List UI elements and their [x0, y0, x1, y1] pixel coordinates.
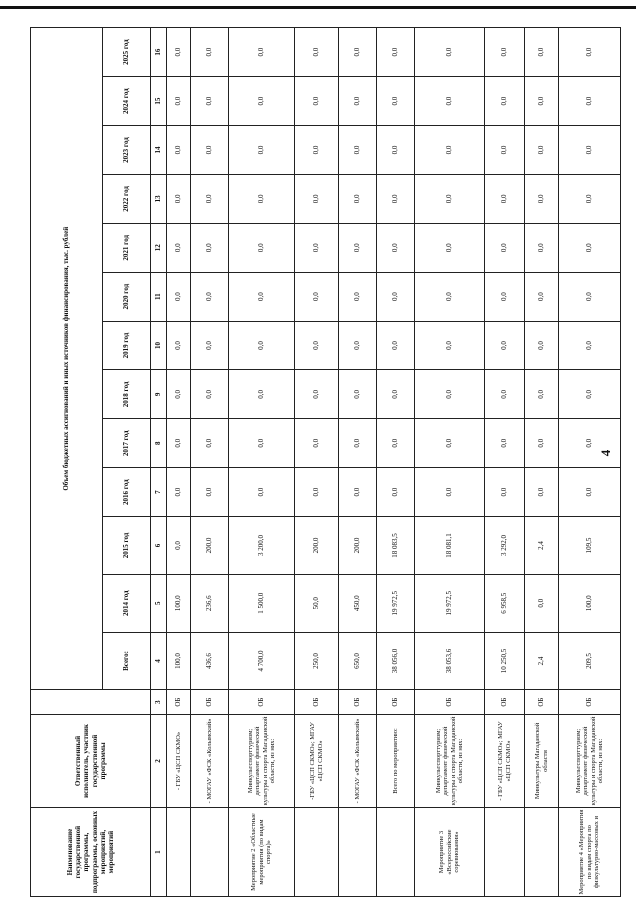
- row-executor: - ГБУ «ЦСП СКМО»; МГАУ «ЦСП СКМО»: [485, 714, 525, 807]
- row-source: ОБ: [295, 690, 339, 714]
- table-row: [339, 28, 377, 897]
- row-year-value: 0,0: [525, 272, 559, 321]
- row-executor: - МОГАУ «ФСК «Колымский»: [339, 714, 377, 807]
- row-source: ОБ: [525, 690, 559, 714]
- row-source: ОБ: [415, 690, 485, 714]
- row-source: ОБ: [167, 690, 191, 714]
- row-year-value: 0,0: [377, 174, 415, 223]
- header-name: Наименование государственной программы, подпрограммы, основных мероприятий, мероприятий: [31, 808, 151, 897]
- header-year: 2020 год: [103, 272, 151, 321]
- row-total: 650,0: [339, 632, 377, 690]
- row-year-value: 0,0: [525, 321, 559, 370]
- column-number: 14: [151, 126, 167, 175]
- row-year-value: 200,0: [339, 517, 377, 575]
- row-year-value: 3 292,0: [485, 517, 525, 575]
- header-year: 2025 год: [103, 28, 151, 77]
- row-year-value: 0,0: [295, 223, 339, 272]
- row-year-value: 0,0: [167, 468, 191, 517]
- row-year-value: 50,0: [295, 574, 339, 632]
- row-year-value: 0,0: [339, 419, 377, 468]
- row-year-value: 0,0: [339, 28, 377, 77]
- row-source: ОБ: [559, 690, 621, 714]
- row-year-value: 0,0: [377, 223, 415, 272]
- row-year-value: 0,0: [295, 321, 339, 370]
- row-year-value: 0,0: [485, 370, 525, 419]
- header-executor: Ответственный исполнитель, участник государственной программы: [31, 714, 151, 807]
- row-year-value: 0,0: [559, 28, 621, 77]
- row-year-value: 0,0: [229, 370, 295, 419]
- row-year-value: 0,0: [191, 272, 229, 321]
- table-row: [559, 28, 621, 897]
- row-year-value: 1 500,0: [229, 574, 295, 632]
- column-number: 6: [151, 517, 167, 575]
- column-number: 15: [151, 77, 167, 126]
- header-year: 2018 год: [103, 370, 151, 419]
- row-year-value: 0,0: [559, 272, 621, 321]
- row-year-value: 0,0: [377, 370, 415, 419]
- row-executor: -ГБУ «ЦСП СКМО»; МГАУ «ЦСП СКМО»: [295, 714, 339, 807]
- row-year-value: 0,0: [191, 223, 229, 272]
- row-year-value: 0,0: [377, 321, 415, 370]
- row-name: [295, 808, 339, 897]
- row-year-value: 0,0: [167, 370, 191, 419]
- row-year-value: 0,0: [559, 419, 621, 468]
- row-year-value: 0,0: [525, 419, 559, 468]
- row-name: [191, 808, 229, 897]
- row-total: 2,4: [525, 632, 559, 690]
- row-year-value: 109,5: [559, 517, 621, 575]
- row-year-value: 0,0: [485, 174, 525, 223]
- row-year-value: 0,0: [191, 468, 229, 517]
- row-total: 250,0: [295, 632, 339, 690]
- column-number: 2: [151, 714, 167, 807]
- table-row: [191, 28, 229, 897]
- row-year-value: 0,0: [191, 419, 229, 468]
- header-volume: Объем бюджетных ассигнований и иных источников финансирования, тыс. рублей: [31, 28, 103, 690]
- row-total: 4 700,0: [229, 632, 295, 690]
- column-number: 11: [151, 272, 167, 321]
- row-year-value: 0,0: [191, 77, 229, 126]
- row-year-value: 0,0: [415, 174, 485, 223]
- row-year-value: 0,0: [559, 321, 621, 370]
- row-year-value: 0,0: [295, 126, 339, 175]
- header-total: Всего:: [103, 632, 151, 690]
- row-executor: - МОГАУ «ФСК «Колымский»: [191, 714, 229, 807]
- row-name: [377, 808, 415, 897]
- row-year-value: 0,0: [485, 28, 525, 77]
- row-source: ОБ: [229, 690, 295, 714]
- row-year-value: 0,0: [229, 28, 295, 77]
- row-name: Мероприятие 2 «Областные мероприятия (по видам спорта)»: [229, 808, 295, 897]
- row-year-value: 0,0: [415, 419, 485, 468]
- row-year-value: 0,0: [415, 28, 485, 77]
- row-year-value: 0,0: [339, 223, 377, 272]
- row-year-value: 0,0: [229, 174, 295, 223]
- row-executor: Минкультспорттуризм; департамент физической культуры и спорта Магаданской области, из них:: [229, 714, 295, 807]
- row-year-value: 0,0: [485, 126, 525, 175]
- row-year-value: 0,0: [229, 77, 295, 126]
- row-year-value: 0,0: [525, 468, 559, 517]
- header-year: 2023 год: [103, 126, 151, 175]
- row-name: Мероприятие 3 «Всероссийские соревнования»: [415, 808, 485, 897]
- row-year-value: 0,0: [377, 28, 415, 77]
- row-year-value: 100,0: [559, 574, 621, 632]
- row-year-value: 0,0: [229, 272, 295, 321]
- row-year-value: 19 972,5: [377, 574, 415, 632]
- row-year-value: 0,0: [377, 77, 415, 126]
- table-row: [525, 28, 559, 897]
- header-year: 2024 год: [103, 77, 151, 126]
- row-total: 10 250,5: [485, 632, 525, 690]
- row-year-value: 0,0: [167, 321, 191, 370]
- header-year: 2021 год: [103, 223, 151, 272]
- row-year-value: 0,0: [167, 272, 191, 321]
- table-row: [167, 28, 191, 897]
- row-year-value: 0,0: [167, 419, 191, 468]
- row-year-value: 3 200,0: [229, 517, 295, 575]
- header-year: 2019 год: [103, 321, 151, 370]
- row-name: Мероприятие 4 «Мероприятия по видам спорта по физкультурно-массовых и: [559, 808, 621, 897]
- column-number: 4: [151, 632, 167, 690]
- row-year-value: 0,0: [559, 126, 621, 175]
- row-year-value: 0,0: [229, 321, 295, 370]
- row-year-value: 0,0: [229, 223, 295, 272]
- row-year-value: 0,0: [339, 77, 377, 126]
- row-executor: - ГБУ «ЦСП СКМО»: [167, 714, 191, 807]
- row-year-value: 0,0: [167, 126, 191, 175]
- row-year-value: 0,0: [339, 272, 377, 321]
- row-year-value: 0,0: [339, 126, 377, 175]
- row-total: 100,0: [167, 632, 191, 690]
- row-year-value: 0,0: [485, 272, 525, 321]
- row-year-value: 0,0: [559, 77, 621, 126]
- row-name: [525, 808, 559, 897]
- row-name: [339, 808, 377, 897]
- column-number: 8: [151, 419, 167, 468]
- row-year-value: 18 081,1: [415, 517, 485, 575]
- header-year: 2014 год: [103, 574, 151, 632]
- row-source: ОБ: [485, 690, 525, 714]
- row-year-value: 0,0: [339, 370, 377, 419]
- row-year-value: 0,0: [339, 174, 377, 223]
- financing-table: [30, 27, 621, 897]
- row-year-value: 2,4: [525, 517, 559, 575]
- row-year-value: 0,0: [559, 174, 621, 223]
- table-row: [415, 28, 485, 897]
- row-year-value: 236,6: [191, 574, 229, 632]
- row-year-value: 0,0: [191, 370, 229, 419]
- row-year-value: 0,0: [415, 126, 485, 175]
- page-number: 4: [598, 449, 613, 457]
- header-year: 2022 год: [103, 174, 151, 223]
- column-number: 5: [151, 574, 167, 632]
- row-year-value: 0,0: [415, 370, 485, 419]
- row-year-value: 0,0: [525, 174, 559, 223]
- row-source: ОБ: [191, 690, 229, 714]
- column-number: 16: [151, 28, 167, 77]
- row-year-value: 0,0: [167, 517, 191, 575]
- table-row: [377, 28, 415, 897]
- row-year-value: 0,0: [485, 468, 525, 517]
- row-year-value: 0,0: [295, 468, 339, 517]
- row-year-value: 0,0: [295, 77, 339, 126]
- row-year-value: 0,0: [295, 174, 339, 223]
- row-year-value: 0,0: [525, 28, 559, 77]
- row-year-value: 0,0: [377, 419, 415, 468]
- row-year-value: 0,0: [377, 126, 415, 175]
- row-year-value: 450,0: [339, 574, 377, 632]
- row-year-value: 0,0: [559, 370, 621, 419]
- column-number: 9: [151, 370, 167, 419]
- row-year-value: 0,0: [559, 223, 621, 272]
- row-total: 436,6: [191, 632, 229, 690]
- row-total: 38 053,6: [415, 632, 485, 690]
- header-year: 2016 год: [103, 468, 151, 517]
- row-year-value: 0,0: [191, 28, 229, 77]
- row-executor: Минкультспорттуризм; департамент физической культуры и спорта Магаданской области, из них:: [415, 714, 485, 807]
- row-executor: Всего по мероприятию:: [377, 714, 415, 807]
- row-source: ОБ: [377, 690, 415, 714]
- row-year-value: 0,0: [229, 126, 295, 175]
- row-year-value: 0,0: [167, 28, 191, 77]
- row-year-value: 0,0: [167, 223, 191, 272]
- row-year-value: 0,0: [339, 468, 377, 517]
- table-row: [229, 28, 295, 897]
- row-year-value: 200,0: [295, 517, 339, 575]
- row-source: ОБ: [339, 690, 377, 714]
- row-year-value: 0,0: [525, 77, 559, 126]
- row-year-value: 0,0: [167, 174, 191, 223]
- row-year-value: 0,0: [377, 468, 415, 517]
- table-row: [295, 28, 339, 897]
- column-number: 3: [151, 690, 167, 714]
- header-year: 2015 год: [103, 517, 151, 575]
- row-total: 38 056,0: [377, 632, 415, 690]
- row-year-value: 200,0: [191, 517, 229, 575]
- row-year-value: 0,0: [229, 468, 295, 517]
- row-year-value: 0,0: [485, 77, 525, 126]
- row-year-value: 0,0: [525, 574, 559, 632]
- row-year-value: 6 958,5: [485, 574, 525, 632]
- header-year: 2017 год: [103, 419, 151, 468]
- row-year-value: 0,0: [559, 468, 621, 517]
- table-row: [485, 28, 525, 897]
- row-executor: Минкультспорттуризм; департамент физической культуры и спорта Магаданской области, из них:: [559, 714, 621, 807]
- row-year-value: 0,0: [525, 223, 559, 272]
- row-year-value: 0,0: [191, 174, 229, 223]
- row-year-value: 0,0: [415, 223, 485, 272]
- row-year-value: 0,0: [191, 126, 229, 175]
- row-year-value: 0,0: [415, 77, 485, 126]
- column-number: 13: [151, 174, 167, 223]
- row-year-value: 18 083,5: [377, 517, 415, 575]
- row-year-value: 0,0: [339, 321, 377, 370]
- row-year-value: 0,0: [485, 321, 525, 370]
- row-name: [167, 808, 191, 897]
- row-year-value: 0,0: [415, 468, 485, 517]
- row-year-value: 0,0: [525, 370, 559, 419]
- row-year-value: 0,0: [295, 28, 339, 77]
- column-number: 7: [151, 468, 167, 517]
- row-year-value: 0,0: [415, 321, 485, 370]
- row-year-value: 0,0: [191, 321, 229, 370]
- row-year-value: 19 972,5: [415, 574, 485, 632]
- row-year-value: 0,0: [167, 77, 191, 126]
- header-source: [31, 690, 151, 714]
- row-year-value: 0,0: [295, 272, 339, 321]
- row-total: 209,5: [559, 632, 621, 690]
- row-year-value: 0,0: [229, 419, 295, 468]
- column-number: 10: [151, 321, 167, 370]
- column-number: 1: [151, 808, 167, 897]
- column-number: 12: [151, 223, 167, 272]
- row-year-value: 0,0: [415, 272, 485, 321]
- row-year-value: 100,0: [167, 574, 191, 632]
- row-executor: Минкультуры Магаданской области: [525, 714, 559, 807]
- row-year-value: 0,0: [485, 223, 525, 272]
- row-year-value: 0,0: [485, 419, 525, 468]
- row-year-value: 0,0: [295, 370, 339, 419]
- row-year-value: 0,0: [377, 272, 415, 321]
- row-year-value: 0,0: [525, 126, 559, 175]
- row-year-value: 0,0: [295, 419, 339, 468]
- row-name: [485, 808, 525, 897]
